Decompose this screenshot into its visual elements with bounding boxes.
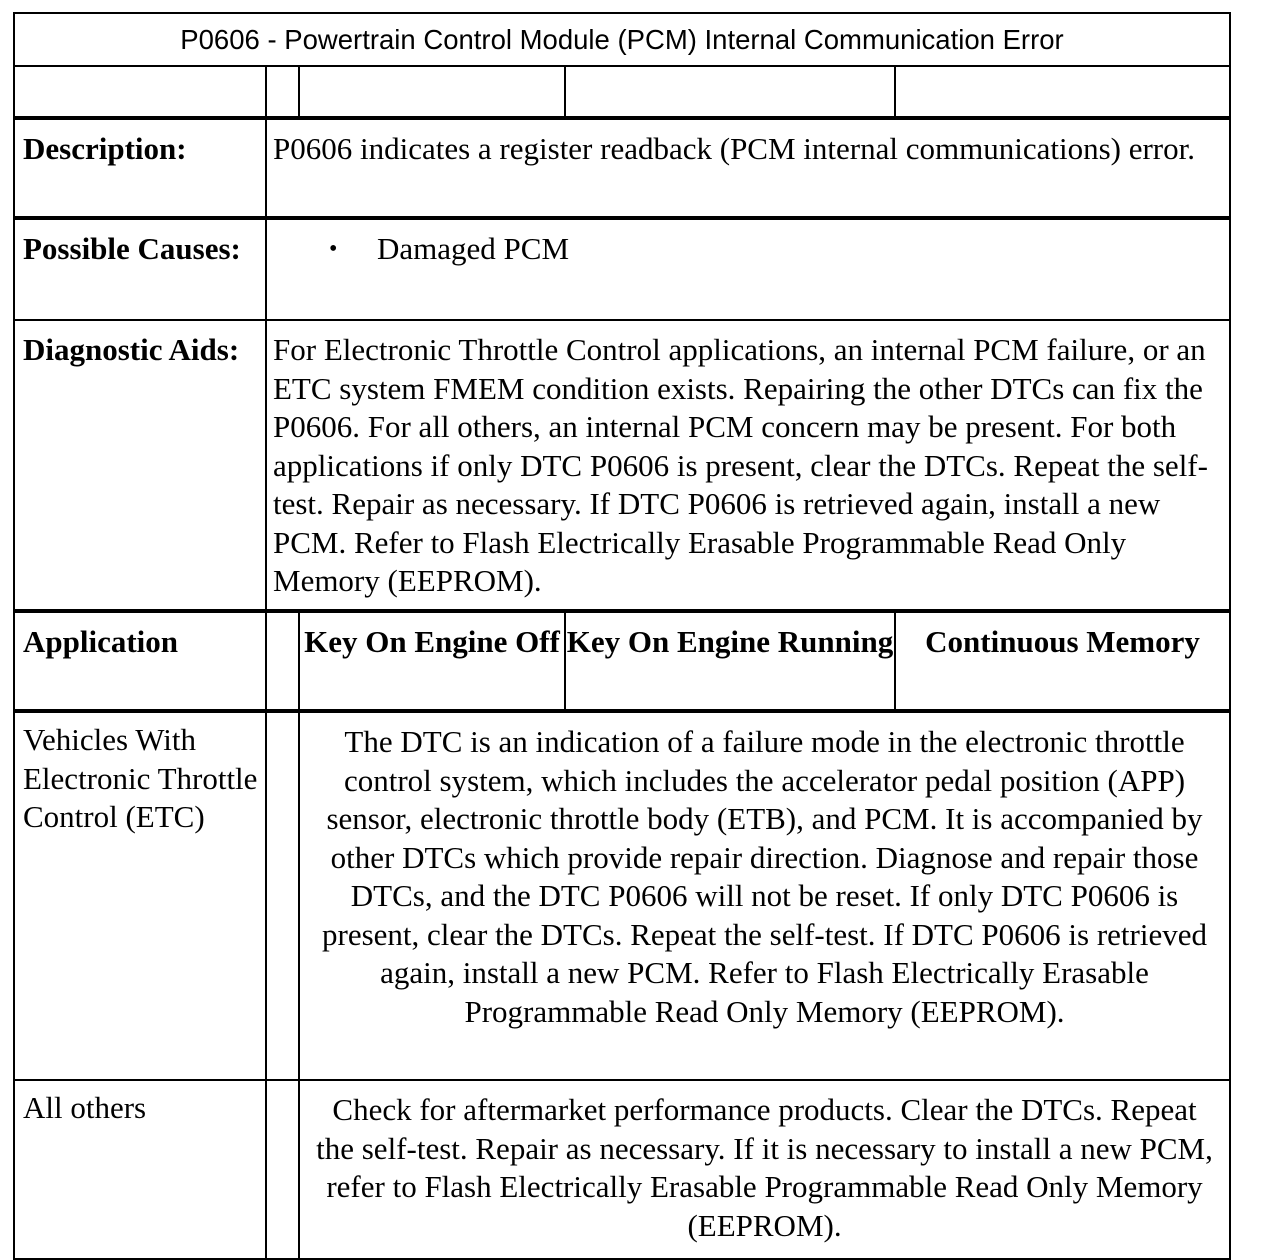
application-all-others: All others bbox=[14, 1080, 266, 1259]
all-others-instructions: Check for aftermarket performance products. Clear the DTCs. Repeat the self-test. Repair as necessary. If it is necessary to install a new PCM, refer to Flash Electrically Erasable Programmable Read Only Memory (EEPROM). bbox=[299, 1080, 1230, 1259]
table-row bbox=[14, 711, 1230, 1080]
application-header-row bbox=[14, 611, 1230, 711]
list-item bbox=[329, 230, 1221, 269]
possible-causes-label: Possible Causes: bbox=[14, 218, 266, 320]
koer-header: Key On Engine Running bbox=[565, 611, 895, 711]
diagnostic-aids-row bbox=[14, 320, 1230, 611]
blank-spacer-row bbox=[14, 66, 1230, 118]
bullet-icon: • bbox=[329, 236, 338, 262]
application-header: Application bbox=[14, 611, 266, 711]
application-etc: Vehicles With Electronic Throttle Control (ETC) bbox=[14, 711, 266, 1080]
koeo-header: Key On Engine Off bbox=[299, 611, 565, 711]
description-row bbox=[14, 118, 1230, 218]
cause-text: Damaged PCM bbox=[377, 231, 570, 266]
diagnostic-aids-text: For Electronic Throttle Control applications, an internal PCM failure, or an ETC system FMEM condition exists. Repairing the other DTCs can fix the P0606. For all others, an internal PCM concern may be present. For both applications if only DTC P0606 is present, clear the DTCs. Repeat the self-test. Repair as necessary. If DTC P0606 is retrieved again, install a new PCM. Refer to Flash Electrically Erasable Programmable Read Only Memory (EEPROM). bbox=[266, 320, 1230, 611]
possible-causes-row bbox=[14, 218, 1230, 320]
continuous-memory-header: Continuous Memory bbox=[895, 611, 1230, 711]
etc-instructions: The DTC is an indication of a failure mode in the electronic throttle control system, which includes the accelerator pedal position (APP) sensor, electronic throttle body (ETB), and PCM. It is accompanied by other DTCs which provide repair direction. Diagnose and repair those DTCs, and the DTC P0606 will not be reset. If only DTC P0606 is present, clear the DTCs. Repeat the self-test. If DTC P0606 is retrieved again, install a new PCM. Refer to Flash Electrically Erasable Programmable Read Only Memory (EEPROM). bbox=[299, 711, 1230, 1080]
description-text: P0606 indicates a register readback (PCM internal communications) error. bbox=[266, 118, 1230, 218]
dtc-table bbox=[13, 12, 1231, 1260]
page-title: P0606 - Powertrain Control Module (PCM) Internal Communication Error bbox=[14, 13, 1230, 66]
description-label: Description: bbox=[14, 118, 266, 218]
table-row bbox=[14, 1080, 1230, 1259]
diagnostic-aids-label: Diagnostic Aids: bbox=[14, 320, 266, 611]
possible-causes-list bbox=[273, 230, 1221, 269]
